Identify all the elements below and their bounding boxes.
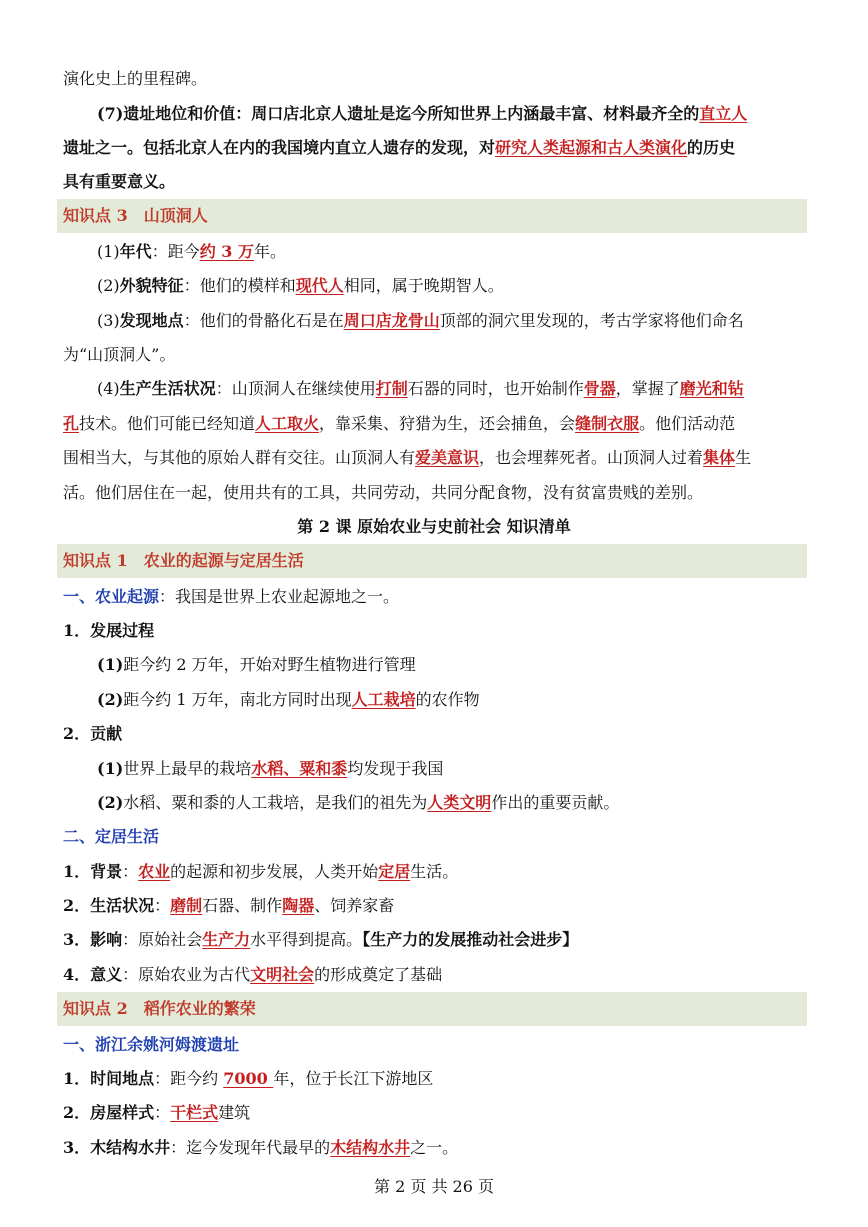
paragraph-line: 具有重要意义。: [63, 172, 176, 191]
lesson-title: 第 2 课 原始农业与史前社会 知识清单: [297, 517, 571, 536]
paragraph-line: 3．木结构水井：迄今发现年代最早的木结构水井之一。: [63, 1138, 459, 1157]
section-heading: 二、定居生活: [63, 827, 160, 846]
answer-keyword: 骨器: [583, 379, 616, 398]
answer-keyword: 现代人: [295, 276, 344, 295]
answer-keyword: 人工取火: [255, 414, 320, 433]
note-bracket: 【生产力的发展推动社会进步】: [362, 930, 579, 949]
answer-keyword: 集体: [703, 448, 736, 467]
paragraph-line: (1)年代：距今约 3 万年。: [97, 242, 286, 261]
paragraph-line: 演化史上的里程碑。: [63, 69, 208, 88]
answer-keyword: 水稻、粟和黍: [251, 759, 348, 778]
paragraph-line: (2)外貌特征：他们的模样和现代人相同，属于晚期智人。: [97, 276, 504, 295]
answer-keyword: 打制: [375, 379, 408, 398]
knowledge-point-heading: 知识点 1 农业的起源与定居生活: [57, 544, 807, 578]
answer-keyword: 定居: [378, 862, 411, 881]
answer-keyword: 陶器: [282, 896, 315, 915]
answer-keyword: 磨制: [170, 896, 203, 915]
paragraph-line: 活。他们居住在一起，使用共有的工具，共同劳动，共同分配食物，没有贫富贵贱的差别。: [63, 483, 704, 502]
paragraph-line: 为“山顶洞人”。: [63, 345, 176, 364]
answer-keyword: 缝制衣服: [575, 414, 640, 433]
paragraph-line: 一、农业起源：我国是世界上农业起源地之一。: [63, 587, 400, 606]
answer-keyword: 约 3 万: [199, 242, 254, 261]
answer-keyword: 7000: [223, 1069, 274, 1088]
section-heading: 一、浙江余姚河姆渡遗址: [63, 1035, 240, 1054]
paragraph-line: 1．时间地点：距今约 7000 年，位于长江下游地区: [63, 1069, 434, 1088]
answer-keyword: 生产力: [202, 930, 251, 949]
answer-keyword: 研究人类起源和古人类演化: [495, 138, 688, 157]
paragraph-line: (7)遗址地位和价值：周口店北京人遗址是迄今所知世界上内涵最丰富、材料最齐全的直立人: [97, 104, 748, 123]
paragraph-line: 2．房屋样式：干栏式建筑: [63, 1103, 251, 1122]
knowledge-point-heading: 知识点 2 稻作农业的繁荣: [57, 992, 807, 1026]
answer-keyword: 人工栽培: [351, 690, 416, 709]
answer-keyword: 木结构水井: [330, 1138, 411, 1157]
paragraph-line: (2)距今约 1 万年，南北方同时出现人工栽培的农作物: [97, 690, 480, 709]
subheading: 2．贡献: [63, 724, 123, 743]
paragraph-line: 围相当大，与其他的原始人群有交往。山顶洞人有爱美意识，也会埋葬死者。山顶洞人过着集体生: [63, 448, 752, 467]
paragraph-line: 遗址之一。包括北京人在内的我国境内直立人遗存的发现，对研究人类起源和古人类演化的历史: [63, 138, 736, 157]
answer-keyword: 人类文明: [427, 793, 492, 812]
paragraph-line: 2．生活状况：磨制石器、制作陶器、饲养家畜: [63, 896, 395, 915]
answer-keyword: 文明社会: [250, 965, 315, 984]
paragraph-line: 3．影响：原始社会生产力水平得到提高。【生产力的发展推动社会进步】: [63, 930, 579, 949]
paragraph-line: 1．背景：农业的起源和初步发展，人类开始定居生活。: [63, 862, 459, 881]
paragraph-line: (3)发现地点：他们的骨骼化石是在周口店龙骨山顶部的洞穴里发现的，考古学家将他们命名: [97, 311, 744, 330]
knowledge-point-heading: 知识点 3 山顶洞人: [57, 199, 807, 233]
answer-keyword: 周口店龙骨山: [343, 311, 440, 330]
paragraph-line: (1)世界上最早的栽培水稻、粟和黍均发现于我国: [97, 759, 444, 778]
subheading: 1．发展过程: [63, 621, 155, 640]
paragraph-line: (1)距今约 2 万年，开始对野生植物进行管理: [97, 655, 416, 674]
paragraph-line: 4．意义：原始农业为古代文明社会的形成奠定了基础: [63, 965, 443, 984]
paragraph-line: (4)生产生活状况：山顶洞人在继续使用打制石器的同时，也开始制作骨器，掌握了磨光和钻: [97, 379, 744, 398]
answer-keyword: 磨光和钻: [679, 379, 744, 398]
answer-keyword: 孔: [63, 414, 80, 433]
page-number-footer: 第 2 页 共 26 页: [374, 1177, 494, 1196]
answer-keyword: 直立人: [699, 104, 748, 123]
answer-keyword: 农业: [138, 862, 171, 881]
answer-keyword: 爱美意识: [415, 448, 480, 467]
paragraph-line: (2)水稻、粟和黍的人工栽培，是我们的祖先为人类文明作出的重要贡献。: [97, 793, 620, 812]
answer-keyword: 干栏式: [170, 1103, 219, 1122]
paragraph-line: 孔技术。他们可能已经知道人工取火，靠采集、狩猎为生，还会捕鱼，会缝制衣服。他们活动范: [63, 414, 736, 433]
